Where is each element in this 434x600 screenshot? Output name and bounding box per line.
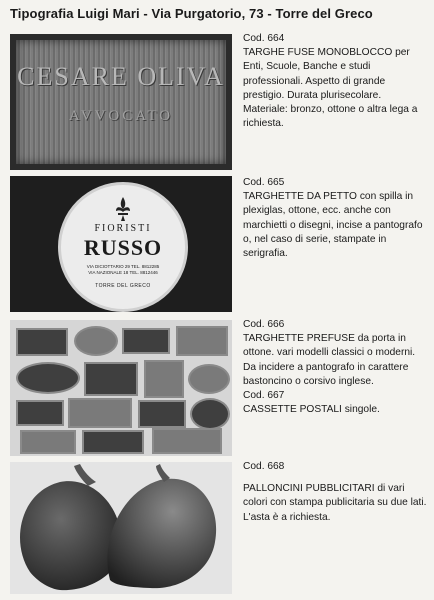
item-code: Cod. 664 [243,33,285,44]
item-spacer [243,474,428,482]
balloon-neck [156,464,170,482]
plate-sample [82,430,144,454]
item-lead: TARGHETTE DA PETTO [243,191,357,203]
plate-sample [188,364,230,394]
plate-sample [16,328,68,356]
plate-sample [68,398,132,428]
item-668 [243,460,428,525]
chest-badge-photo [10,176,232,312]
plate-sample [176,326,228,356]
prefused-plates-photo [10,320,232,456]
badge [58,182,188,312]
plate-sample [144,360,184,398]
badge-line-1: FIORISTI [94,223,152,234]
plate-sample [138,400,186,428]
balloons-photo [10,462,232,594]
item-text: per Enti, Scuole, Banche e studi professionali. Aspetto di grande prestigio. Durata plurisecolare. Materiale: bronzo, ottone o altra lega a richiesta. [243,47,418,130]
plate-sample [122,328,170,354]
item-code: Cod. 665 [243,177,285,188]
item-lead: PALLONCINI PUBBLICITARI [243,483,375,495]
plate-sample [16,400,64,426]
item-description [243,332,428,389]
item-description [243,190,428,261]
badge-line-4: VIA NAZIONALE 18 TEL. 8812446 [88,270,158,275]
plate-sample [152,428,222,454]
item-lead: TARGHE FUSE MONOBLOCCO [243,47,393,59]
plaque-title: AVVOCATO [68,108,174,124]
plate-sample [16,362,80,394]
plaque-plate [16,40,226,164]
item-code: Cod. 668 [243,461,285,472]
item-text: da porta in ottone. vari modelli classici o moderni. Da incidere a pantografo in carattere bastoncino o corsivo inglese. [243,333,416,387]
lily-emblem-icon [115,197,131,221]
badge-line-2: RUSSO [83,235,163,260]
item-text: con spilla in plexiglas, ottone, ecc. anche con marchietti o disegni, incise a pantografo o, nel caso di serie, stampate in serigrafia. [243,191,423,260]
item-lead: TARGHETTE PREFUSE [243,333,355,345]
balloon [20,481,122,590]
page-header: Tipografia Luigi Mari - Via Purgatorio, 73 - Torre del Greco [10,6,373,21]
plate-sample [190,398,230,430]
item-664 [243,32,428,131]
plate-sample [84,362,138,396]
item-code: Cod. 666 [243,319,285,330]
item-description [243,46,428,131]
bronze-plaque-photo [10,34,232,170]
balloon [107,479,216,588]
item-description [243,482,428,525]
item-code-667: Cod. 667 [243,390,285,402]
item-666 [243,318,428,417]
plate-sample [20,430,76,454]
badge-line-5: TORRE DEL GRECO [95,283,151,289]
balloons-illustration [10,462,232,594]
item-text: di vari colori con stampa publicitaria su due lati. L'asta è a richiesta. [243,483,427,523]
badge-line-3: VIA DICIOTTARIO 29 TEL. 8812285 [86,264,160,269]
item-lead-667: CASSETTE POSTALI singole. [243,404,380,416]
plaque-name: CESARE OLIVA [17,62,225,91]
item-665 [243,176,428,261]
plate-sample [74,326,118,356]
